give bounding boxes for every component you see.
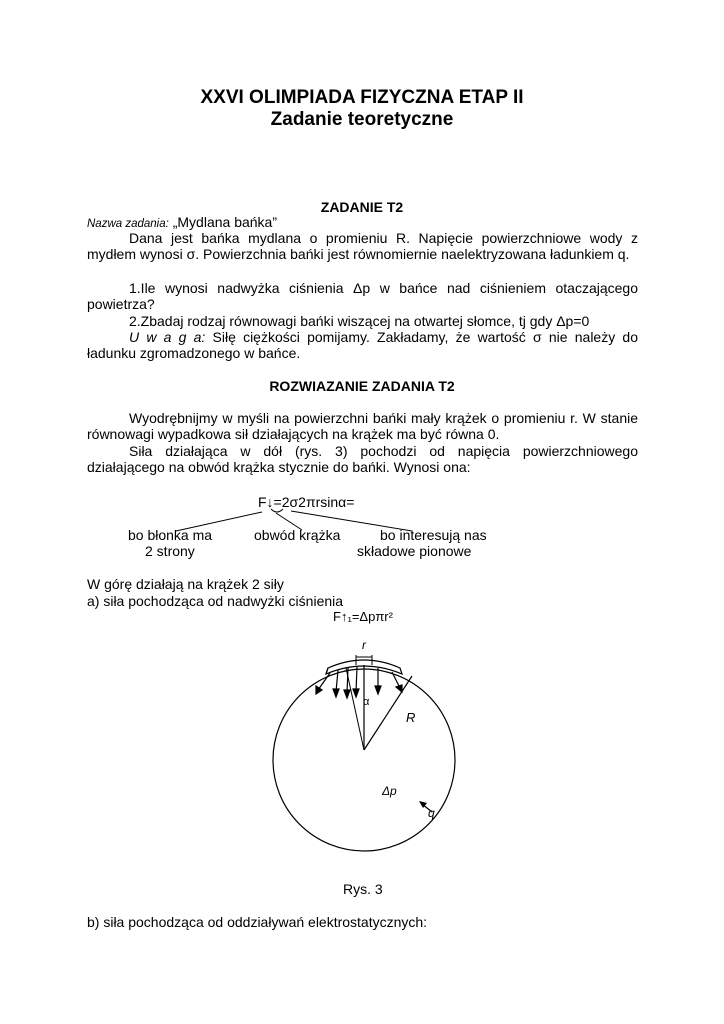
task-name-label: Nazwa zadania: bbox=[87, 218, 169, 230]
formula-force-up-1: F↑₁=Δpπr² bbox=[333, 609, 393, 624]
annotation-line-right bbox=[291, 511, 412, 531]
task-heading: ZADANIE T2 bbox=[320, 199, 404, 215]
item-b: b) siła pochodząca od oddziaływań elektrostatycznych: bbox=[87, 914, 428, 930]
solution-para-1: Wyodrębnijmy w myśli na powierzchni bańki mały krążek o promieniu r. W stanie równowagi wypadkowa sił działających na krążek ma być równa 0. bbox=[87, 410, 638, 442]
task-note-text: Siłę ciężkości pomijamy. Zakładamy, że wartość σ nie należy do ładunku zgromadzonego w bańce. bbox=[87, 329, 638, 361]
annotation-left-line2: 2 strony bbox=[145, 543, 195, 559]
figure-label-R: R bbox=[406, 710, 416, 725]
formula-brace bbox=[271, 509, 283, 512]
task-question-1: 1.Ile wynosi nadwyżka ciśnienia Δp w bańce nad ciśnieniem otaczającego powietrza? bbox=[87, 280, 638, 312]
annotation-line-left bbox=[176, 512, 262, 531]
item-a: a) siła pochodząca od nadwyżki ciśnienia bbox=[87, 593, 344, 609]
document-subtitle: Zadanie teoretyczne bbox=[270, 109, 454, 130]
up-forces-line: W górę działają na krążek 2 siły bbox=[87, 576, 284, 592]
task-note-label: U w a g a: bbox=[129, 329, 206, 345]
solution-para-2: Siła działająca w dół (rys. 3) pochodzi od napięcia powierzchniowego działającego na obwód krążka stycznie do bańki. Wynosi ona: bbox=[87, 443, 638, 475]
annotation-right-line1: bo interesują nas bbox=[380, 527, 487, 543]
annotation-right-line2: składowe pionowe bbox=[357, 543, 472, 559]
task-intro: Dana jest bańka mydlana o promieniu R. Napięcie powierzchniowe wody z mydłem wynosi σ. Powierzchnia bańki jest równomiernie naelektryzowana ładunkiem q. bbox=[87, 230, 638, 262]
annotation-middle: obwód krążka bbox=[254, 527, 341, 543]
task-name-value: „Mydlana bańka” bbox=[172, 214, 277, 230]
document-title: XXVI OLIMPIADA FIZYCZNA ETAP II bbox=[200, 87, 524, 108]
annotation-left-line1: bo błonka ma bbox=[128, 527, 213, 543]
task-question-2: 2.Zbadaj rodzaj równowagi bańki wiszącej na otwartej słomce, tj gdy Δp=0 bbox=[129, 313, 590, 329]
pressure-arrows bbox=[316, 667, 402, 698]
radius-R bbox=[364, 676, 412, 750]
solution-heading: ROZWIAZANIE ZADANIA T2 bbox=[269, 378, 455, 394]
figure-caption: Rys. 3 bbox=[343, 881, 383, 897]
annotation-line-middle bbox=[276, 513, 302, 530]
formula-force-down: F↓=2σ2πrsinα= bbox=[258, 494, 355, 510]
figure-label-q: q bbox=[428, 806, 435, 820]
figure-label-alpha: α bbox=[363, 696, 370, 708]
figure-label-delta-p: Δp bbox=[382, 784, 397, 798]
figure-label-r: r bbox=[362, 638, 366, 652]
